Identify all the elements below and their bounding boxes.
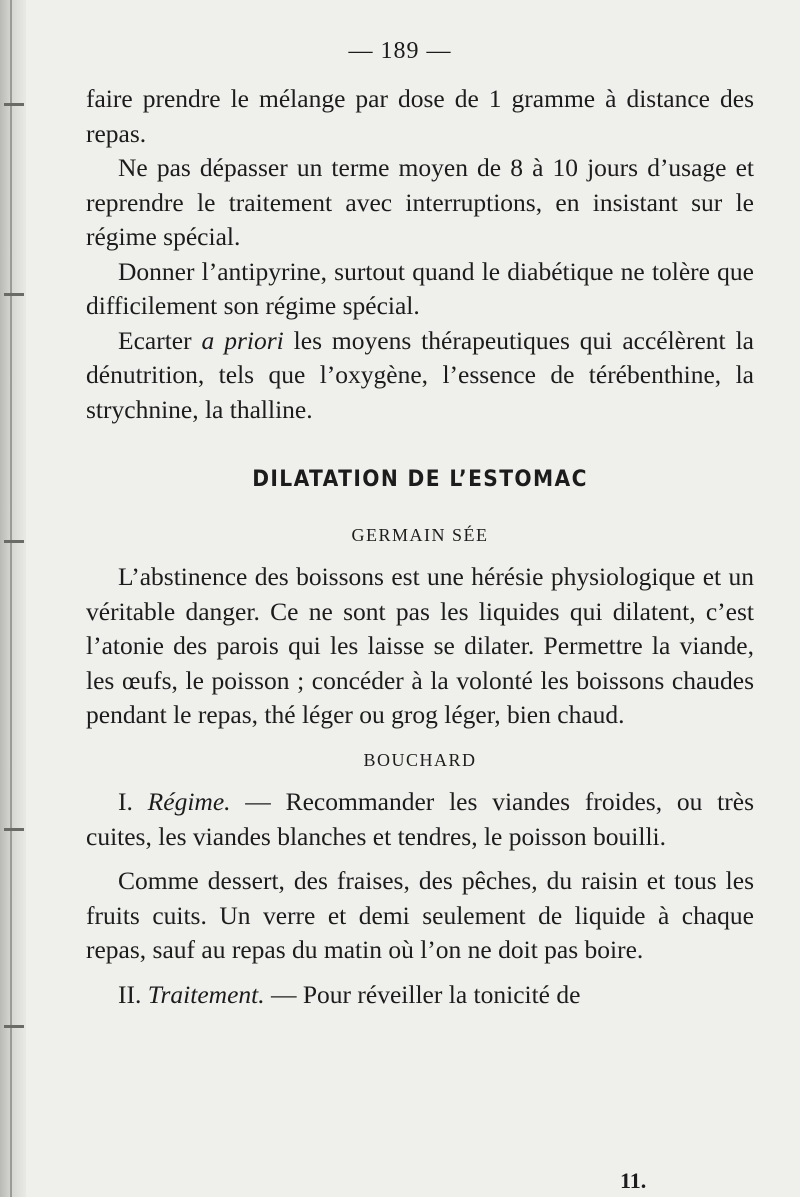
paragraph bbox=[86, 324, 754, 428]
paragraph: L’abstinence des boissons est une hérésie physiologique et un véritable danger. Ce ne sont pas les liquides qui dilatent, c’est l’atonie des parois qui les laisse se dilater. Permettre la viande, les œufs, le poisson ; concéder à la volonté les boissons chaudes pendant le repas, thé léger ou grog léger, bien chaud. bbox=[86, 562, 754, 729]
text-run: — Recommander les viandes froides, ou très cuites, les viandes blanches et tendres, le poisson bouilli. bbox=[86, 787, 754, 851]
paragraph: Donner l’antipyrine, surtout quand le diabétique ne tolère que difficilement son régime spécial. bbox=[86, 256, 754, 320]
page-number: — 189 — bbox=[348, 38, 452, 64]
binding-stitch bbox=[4, 1025, 24, 1028]
author-heading: GERMAIN SÉE bbox=[351, 524, 489, 545]
paragraph: Comme dessert, des fraises, des pêches, du raisin et tous les fruits cuits. Un verre et demi seulement de liquide à chaque repas, sauf au repas du matin où l’on ne doit pas boire. bbox=[86, 866, 754, 964]
paragraph bbox=[86, 978, 754, 1013]
binding-stitch bbox=[4, 828, 24, 831]
italic-heading: Traitement. bbox=[147, 979, 265, 1009]
text-run: les moyens thérapeutiques qui accélèrent la dénutrition, tels que l’oxygène, l’essence de térébenthine, la strychnine, la thalline. bbox=[86, 325, 754, 424]
page-gutter bbox=[0, 0, 26, 1197]
text-run: Ecarter bbox=[118, 325, 202, 355]
paragraph bbox=[86, 785, 754, 854]
paragraph: Ne pas dépasser un terme moyen de 8 à 10 jours d’usage et reprendre le traitement avec interruptions, en insistant sur le régime spécial. bbox=[86, 153, 754, 251]
binding-stitch bbox=[4, 293, 24, 296]
italic-term: a priori bbox=[201, 325, 284, 355]
section-title: DILATATION DE L’ESTOMAC bbox=[252, 467, 588, 492]
numbering: II. bbox=[118, 979, 148, 1009]
signature-mark: 11. bbox=[620, 1168, 647, 1193]
binding-edge bbox=[10, 0, 12, 1197]
numbering: I. bbox=[118, 787, 148, 816]
italic-heading: Régime. bbox=[147, 787, 231, 816]
paragraph: faire prendre le mélange par dose de 1 gramme à distance des repas. bbox=[86, 84, 754, 148]
binding-stitch bbox=[4, 103, 24, 106]
page-body bbox=[86, 82, 754, 1012]
author-heading: BOUCHARD bbox=[363, 749, 477, 770]
text-run: — Pour réveiller la tonicité de bbox=[264, 979, 581, 1009]
binding-stitch bbox=[4, 540, 24, 543]
